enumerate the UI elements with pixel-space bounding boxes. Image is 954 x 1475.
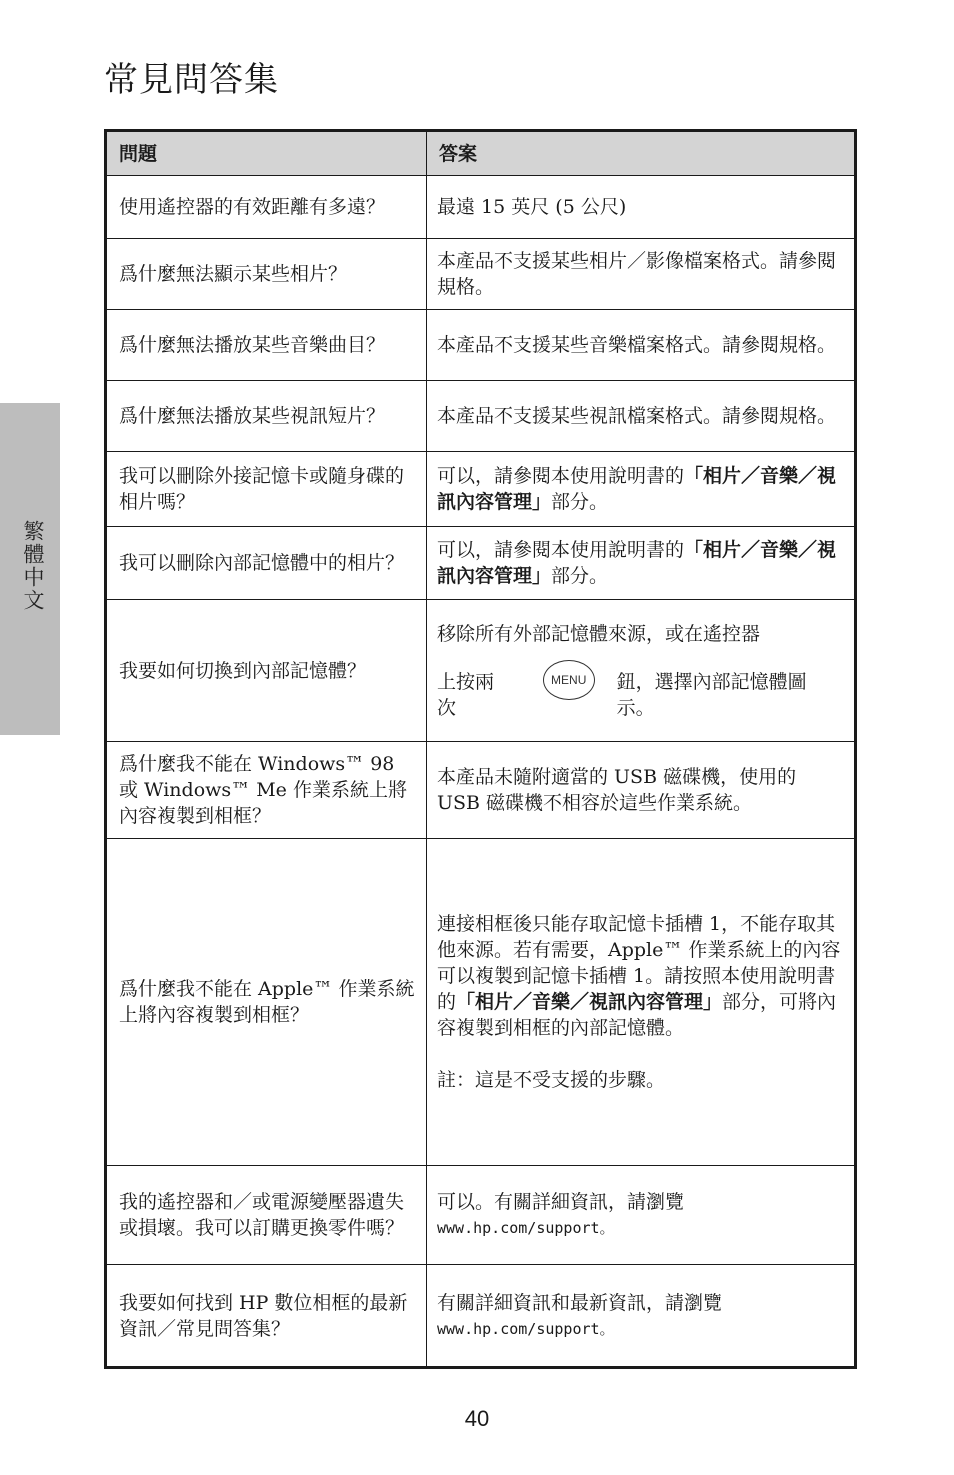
table-row (106, 742, 856, 839)
answer-cell: 本產品未隨附適當的 USB 磁碟機，使用的 USB 磁碟機不相容於這些作業系統。 (427, 742, 856, 839)
question-cell: 爲什麼我不能在 Windows™ 98 或 Windows™ Me 作業系統上將內容複製到相框？ (106, 742, 427, 839)
faq-table (104, 129, 857, 1369)
question-cell: 爲什麼我不能在 Apple™ 作業系統上將內容複製到相框？ (106, 839, 427, 1166)
table-header-row (106, 131, 856, 176)
page-number: 40 (464, 1406, 490, 1431)
table-row (106, 452, 856, 527)
question-cell: 我可以刪除內部記憶體中的相片？ (106, 527, 427, 600)
answer-cell (427, 527, 856, 600)
answer-text-end: 部分。 (551, 491, 609, 513)
question-cell: 我可以刪除外接記憶卡或隨身碟的相片嗎？ (106, 452, 427, 527)
answer-cell (427, 1166, 856, 1265)
answer-cell: 本產品不支援某些相片／影像檔案格式。請參閱規格。 (427, 239, 856, 310)
table-row (106, 600, 856, 742)
answer-text: 連接相框後只能存取記憶卡插槽 1，不能存取其他來源。若有需要，Apple™ 作業系統上的內容可以複製到記憶卡插槽 1。請按照本使用說明書的 (437, 913, 841, 1013)
answer-cell (427, 452, 856, 527)
answer-cell: 最遠 15 英尺 (5 公尺) (427, 176, 856, 239)
answer-cell (427, 839, 856, 1166)
answer-text: 可以，請參閱本使用說明書的 (437, 465, 685, 487)
table-row (106, 310, 856, 381)
answer-text: 上按兩次 (437, 670, 495, 719)
answer-line: 移除所有外部記憶體來源，或在遙控器 (437, 622, 761, 645)
answer-text-end: 鈕，選擇內部記憶體圖示。 (616, 670, 807, 719)
answer-text: 有關詳細資訊和最新資訊，請瀏覽 (437, 1291, 723, 1314)
table-row (106, 839, 856, 1166)
table-row (106, 1265, 856, 1368)
side-tab-label: 繁體中文 (21, 520, 45, 612)
answer-menu-line (437, 669, 844, 721)
section-reference: 「相片／音樂／視訊內容管理」 (437, 539, 837, 587)
support-url: www.hp.com/support。 (437, 1219, 615, 1237)
question-cell: 我的遙控器和／或電源變壓器遺失或損壞。我可以訂購更換零件嗎？ (106, 1166, 427, 1265)
answer-text: 可以，請參閱本使用說明書的 (437, 539, 685, 561)
table-row (106, 381, 856, 452)
answer-text: 可以。有關詳細資訊，請瀏覽 (437, 1191, 685, 1213)
question-cell: 我要如何切換到內部記憶體？ (106, 600, 427, 742)
column-header-question: 問題 (106, 131, 427, 176)
table-row (106, 527, 856, 600)
answer-cell (427, 600, 856, 742)
answer-cell (427, 1265, 856, 1368)
answer-note: 註：這是不受支援的步驟。 (437, 1069, 666, 1091)
section-reference: 「相片／音樂／視訊內容管理」 (456, 991, 723, 1013)
answer-paragraph (437, 911, 844, 1041)
answer-text-end: 部分。 (551, 565, 609, 587)
support-url: www.hp.com/support。 (437, 1319, 615, 1338)
question-cell: 使用遙控器的有效距離有多遠？ (106, 176, 427, 239)
menu-button-icon: MENU (543, 660, 595, 700)
question-cell: 爲什麼無法顯示某些相片？ (106, 239, 427, 310)
column-header-answer: 答案 (427, 131, 856, 176)
table-row (106, 239, 856, 310)
page-title: 常見問答集 (104, 60, 279, 100)
table-row (106, 1166, 856, 1265)
answer-text-end: 部分，可將內容複製到相框的內部記憶體。 (437, 991, 837, 1039)
answer-cell: 本產品不支援某些音樂檔案格式。請參閱規格。 (427, 310, 856, 381)
question-cell: 爲什麼無法播放某些視訊短片？ (106, 381, 427, 452)
table-row (106, 176, 856, 239)
answer-cell: 本產品不支援某些視訊檔案格式。請參閱規格。 (427, 381, 856, 452)
section-reference: 「相片／音樂／視訊內容管理」 (437, 465, 837, 513)
question-cell: 爲什麼無法播放某些音樂曲目？ (106, 310, 427, 381)
question-cell: 我要如何找到 HP 數位相框的最新資訊／常見問答集？ (106, 1265, 427, 1368)
